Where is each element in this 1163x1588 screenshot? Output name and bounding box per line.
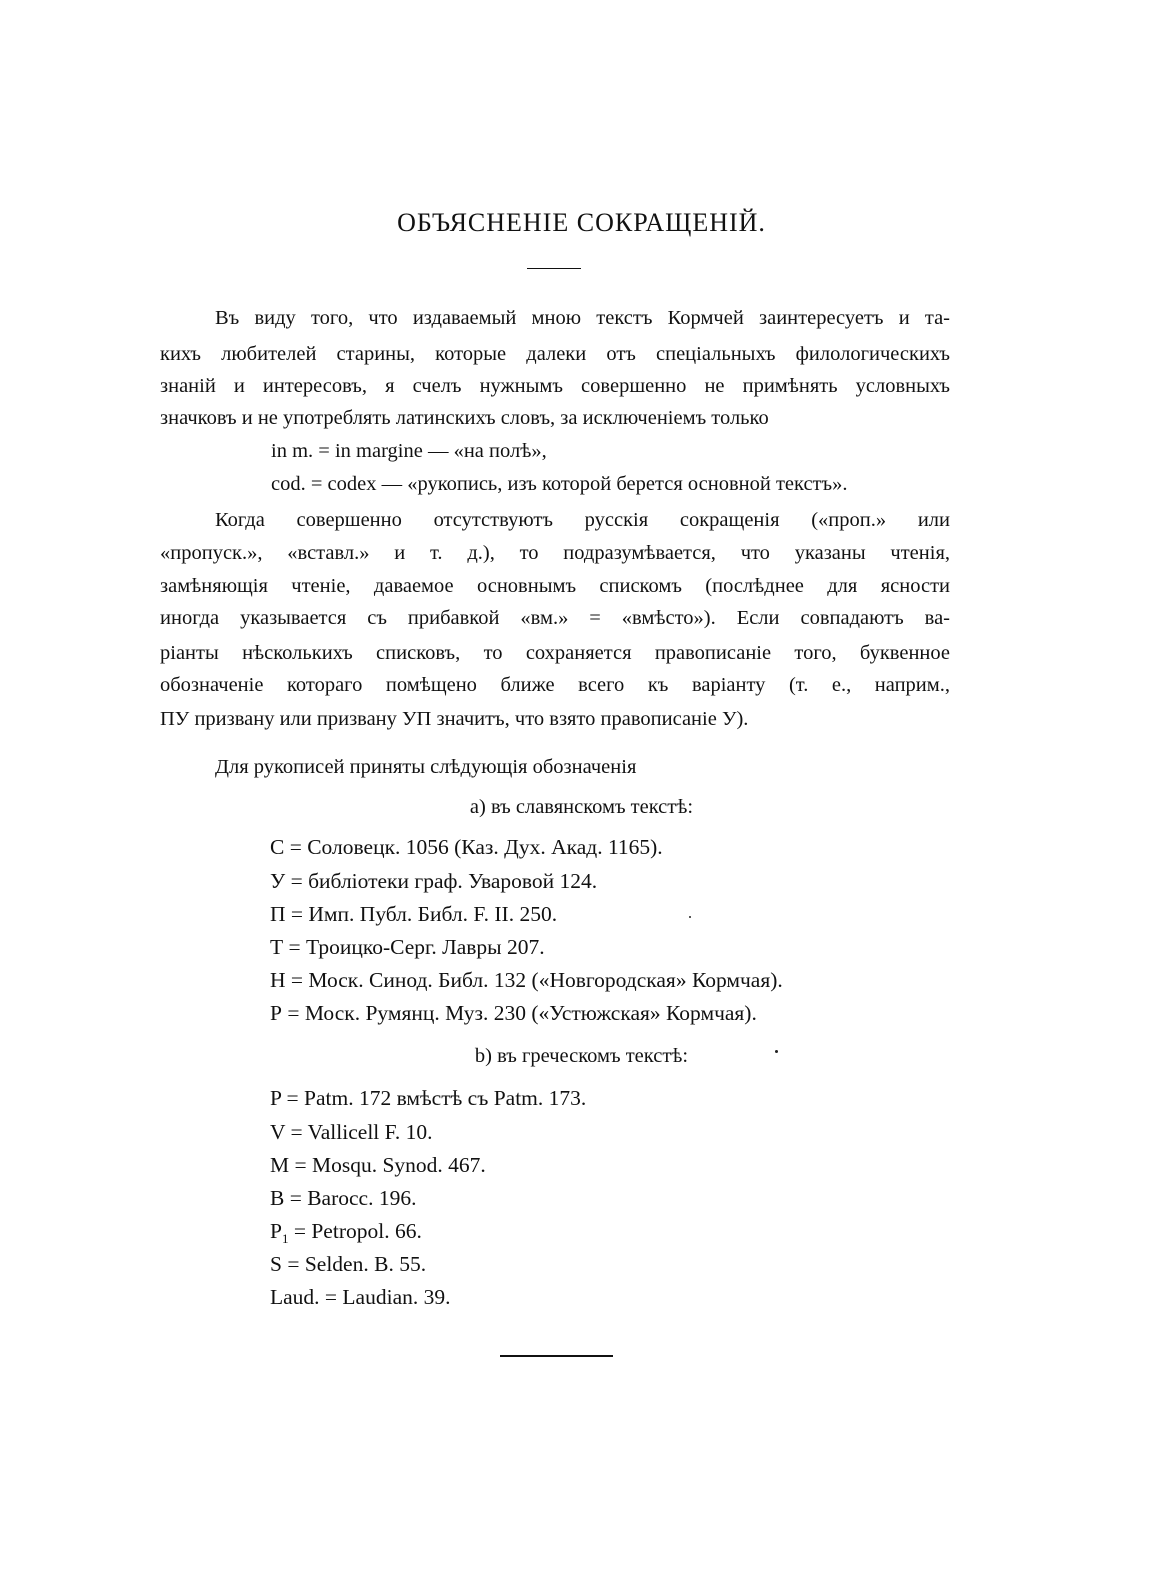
end-rule bbox=[500, 1355, 613, 1357]
intro-line: значковъ и не употреблять латинскихъ словъ, за исключеніемъ только bbox=[160, 407, 769, 429]
list-item: Т = Троицко-Серг. Лавры 207. bbox=[270, 935, 545, 959]
list-item: Р = Моск. Румянц. Муз. 230 («Устюжская» Кормчая). bbox=[270, 1001, 757, 1025]
print-speck bbox=[689, 916, 691, 918]
list-item: Н = Моск. Синод. Библ. 132 («Новгородская» Кормчая). bbox=[270, 968, 783, 992]
abbreviation-in-margine: in m. = in margine — «на полѣ», bbox=[271, 440, 547, 462]
intro-line: Въ виду того, что издаваемый мною текстъ Кормчей заинтересуетъ и та- bbox=[215, 307, 950, 329]
abbreviation-codex: cod. = codex — «рукопись, изъ которой берется основной текстъ». bbox=[271, 473, 848, 495]
list-item bbox=[270, 1218, 422, 1252]
intro-line: знаній и интересовъ, я счелъ нужнымъ совершенно не примѣнять условныхъ bbox=[160, 375, 950, 397]
print-speck bbox=[775, 1050, 778, 1053]
para2-line: «пропуск.», «вставл.» и т. д.), то подразумѣвается, что указаны чтенія, bbox=[160, 542, 950, 564]
siglum-subscript: 1 bbox=[281, 1231, 289, 1246]
list-item: У = библіотеки граф. Уваровой 124. bbox=[270, 869, 598, 893]
siglum-letter: P bbox=[270, 1219, 282, 1243]
title-rule bbox=[527, 268, 581, 269]
intro-line: кихъ любителей старины, которые далеки отъ спеціальныхъ филологическихъ bbox=[160, 343, 950, 365]
para2-line: иногда указывается съ прибавкой «вм.» = «вмѣсто»). Если совпадаютъ ва- bbox=[160, 607, 950, 629]
page-title: ОБЪЯСНЕНІЕ СОКРАЩЕНІЙ. bbox=[397, 208, 766, 237]
list-item: B = Barocc. 196. bbox=[270, 1186, 417, 1210]
para2-line: ПУ призвану или призвану УП значитъ, что взято правописаніе У). bbox=[160, 708, 749, 730]
slavonic-heading: а) въ славянскомъ текстѣ: bbox=[469, 796, 694, 818]
list-item: Laud. = Laudian. 39. bbox=[270, 1285, 451, 1309]
manuscripts-intro: Для рукописей приняты слѣдующія обозначенія bbox=[215, 756, 637, 778]
para2-line: ріанты нѣсколькихъ списковъ, то сохраняется правописаніе того, буквенное bbox=[160, 642, 950, 664]
list-item: S = Selden. B. 55. bbox=[270, 1252, 427, 1276]
greek-heading: b) въ греческомъ текстѣ: bbox=[474, 1045, 689, 1067]
list-item: M = Mosqu. Synod. 467. bbox=[270, 1153, 486, 1177]
list-item: P = Patm. 172 вмѣстѣ съ Patm. 173. bbox=[270, 1086, 587, 1110]
list-item: П = Имп. Публ. Библ. F. II. 250. bbox=[270, 902, 558, 926]
para2-line: обозначеніе котораго помѣщено ближе всего къ варіанту (т. е., наприм., bbox=[160, 674, 950, 696]
siglum-value: = Petropol. 66. bbox=[293, 1219, 422, 1243]
list-item: С = Соловецк. 1056 (Каз. Дух. Акад. 1165). bbox=[270, 835, 663, 859]
para2-line: Когда совершенно отсутствуютъ русскія сокращенія («проп.» или bbox=[215, 509, 950, 531]
para2-line: замѣняющія чтеніе, даваемое основнымъ спискомъ (послѣднее для ясности bbox=[160, 575, 950, 597]
list-item: V = Vallicell F. 10. bbox=[270, 1120, 433, 1144]
